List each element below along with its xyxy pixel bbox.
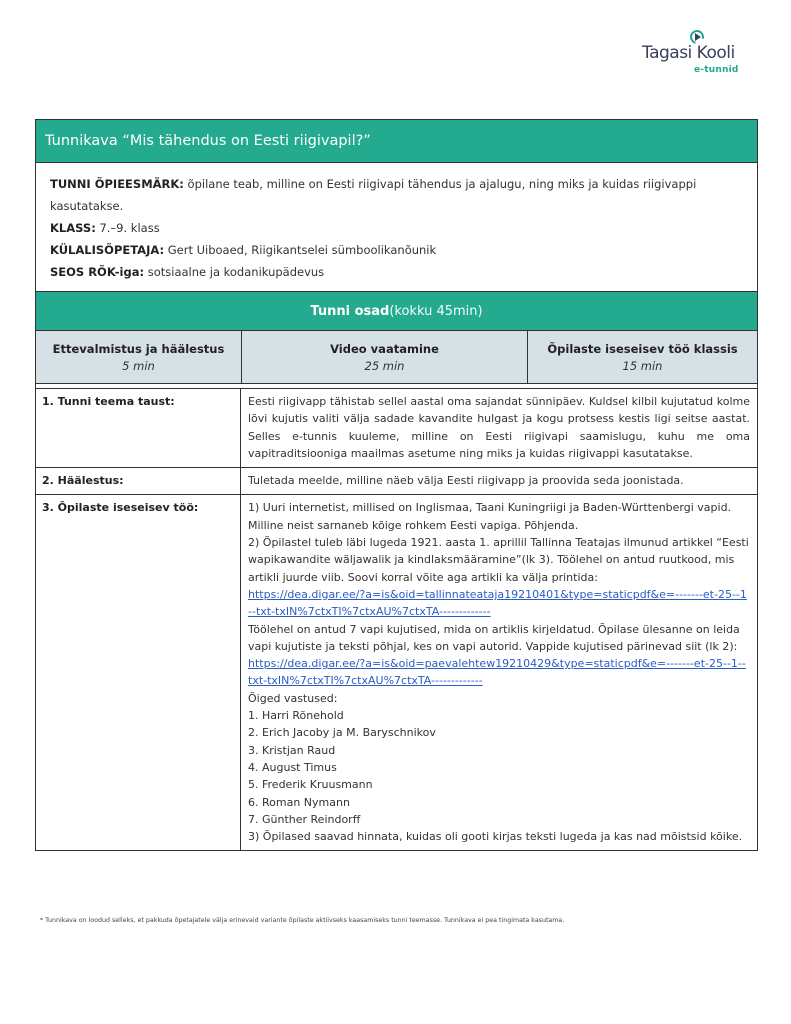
lesson-info <box>36 163 757 291</box>
part-title: Ettevalmistus ja häälestus <box>52 341 225 356</box>
article-link-2[interactable]: https://dea.digar.ee/?a=is&oid=paevalehtew19210429&type=staticpdf&e=-------et-25--1--txt-txIN%7ctxTI%7ctxAU%7ctxTA------------- <box>248 657 746 688</box>
parts-heading-bold: Tunni osad <box>310 303 390 319</box>
part-column <box>242 331 528 383</box>
info-value: 7.–9. klass <box>95 221 160 235</box>
task-1: 1) Uuri internetist, millised on Inglismaa, Taani Kuningriigi ja Baden-Württenbergi vapid. Milline neist sarnaneb kõige rohkem Eesti vapiga. Põhjenda. <box>248 501 732 532</box>
row-label: 2. Häälestus: <box>36 468 241 494</box>
info-goal <box>50 173 743 217</box>
row-label: 1. Tunni teema taust: <box>36 389 241 467</box>
tagasi-kooli-logo <box>640 30 750 80</box>
answer-item: 2. Erich Jacoby ja M. Baryschnikov <box>248 726 436 740</box>
lesson-parts-columns <box>36 331 757 384</box>
part-column <box>36 331 242 383</box>
row-label: 3. Õpilaste iseseisev töö: <box>36 495 241 850</box>
info-value: õpilane teab, milline on Eesti riigivapi tähendus ja ajalugu, ning miks ja kuidas riigivappi kasutatakse. <box>50 177 697 213</box>
table-row-independent-work <box>36 495 757 850</box>
task-3: 3) Õpilased saavad hinnata, kuidas oli gooti kirjas teksti lugeda ja kas nad mõistsid kõike. <box>248 830 743 844</box>
answer-item: 6. Roman Nymann <box>248 795 350 809</box>
task-2-continued: Töölehel on antud 7 vapi kujutised, mida on artiklis kirjeldatud. Õpilase ülesanne on leida vapi kujutiste ja teksti põhjal, kes on vapi autorid. Vappide kujutised pärinevad siit (lk 2): <box>248 622 740 653</box>
info-curriculum-link <box>50 261 743 283</box>
info-value: Gert Uiboaed, Riigikantselei sümboolikanõunik <box>164 243 437 257</box>
info-class <box>50 217 743 239</box>
lesson-plan-table <box>35 119 758 851</box>
part-duration: 25 min <box>364 358 405 373</box>
info-value: sotsiaalne ja kodanikupädevus <box>144 265 325 279</box>
play-triangle-icon <box>695 33 701 41</box>
answer-item: 7. Günther Reindorff <box>248 812 361 826</box>
task-2: 2) Õpilastel tuleb läbi lugeda 1921. aasta 1. aprillil Tallinna Teatajas ilmunud artikkel “Eesti wapikawandite wäljawalik ja kindlaksmääramine”(lk 3). Töölehel on antud ruutkood, mis artikli juurde viib. Soovi korral võite aga artikli ka välja printida: <box>248 536 749 584</box>
answer-item: 1. Harri Rõnehold <box>248 709 344 723</box>
info-label: KÜLALISÕPETAJA: <box>50 243 165 257</box>
part-duration: 15 min <box>622 358 663 373</box>
lesson-title: Tunnikava “Mis tähendus on Eesti riigivapil?” <box>45 133 371 149</box>
answer-item: 4. August Timus <box>248 760 337 774</box>
lesson-title-bar <box>36 120 757 163</box>
row-content <box>241 495 757 850</box>
logo-subtitle: e-tunnid <box>694 65 739 75</box>
part-column <box>528 331 757 383</box>
article-link-1[interactable]: https://dea.digar.ee/?a=is&oid=tallinnateataja19210401&type=staticpdf&e=-------et-25--1--txt-txIN%7ctxTI%7ctxAU%7ctxTA------------- <box>248 587 747 619</box>
part-title: Video vaatamine <box>330 341 439 356</box>
answer-item: 3. Kristjan Raud <box>248 743 336 757</box>
row-text: Eesti riigivapp tähistab sellel aastal oma sajandat sünnipäev. Kuldsel kilbil kujutatud kolme lõvi kujutis valiti välja sadade kavandite hulgast ja kogu protsess kestis ligi seitse aastat. Selles e-tunnis kuuleme, milline on Eesti riigivapi saamislugu, kuhu me oma vapitraditsiooniga maailmas asetume ning miks ja kuidas riigivappi kasutatakse. <box>248 395 750 460</box>
info-label: TUNNI ÕPIEESMÄRK: <box>50 177 184 191</box>
parts-heading-duration: (kokku 45min) <box>389 303 483 319</box>
row-text: Tuletada meelde, milline näeb välja Eesti riigivapp ja proovida seda joonistada. <box>248 474 684 488</box>
answer-item: 5. Frederik Kruusmann <box>248 778 373 792</box>
footnote: * Tunnikava on loodud selleks, et pakkuda õpetajatele välja erinevaid variante õpilaste aktiivseks kaasamiseks tunni teemasse. Tunnikava ei pea tingimata kasutama. <box>40 917 565 924</box>
info-label: KLASS: <box>50 221 96 235</box>
table-row-background <box>36 389 757 468</box>
part-duration: 5 min <box>122 358 155 373</box>
info-guest-teacher <box>50 239 743 261</box>
info-label: SEOS RÕK-iga: <box>50 265 145 279</box>
answers-heading: Õiged vastused: <box>248 691 338 705</box>
part-title: Õpilaste iseseisev töö klassis <box>547 341 738 356</box>
table-row-warmup <box>36 468 757 495</box>
logo-title: Tagasi Kooli <box>642 43 735 63</box>
lesson-parts-heading <box>36 291 757 331</box>
